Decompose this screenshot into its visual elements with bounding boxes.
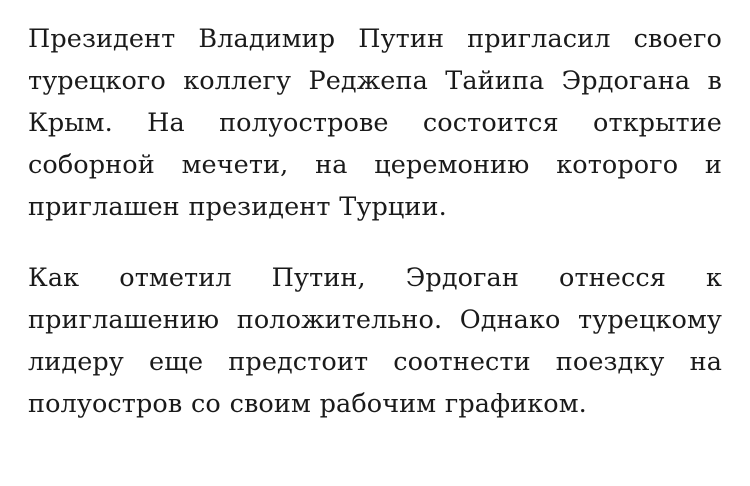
paragraph-1: Президент Владимир Путин пригласил своего турецкого коллегу Реджепа Тайипа Эрдогана в Крым. На полуострове состоится открытие соборной мечети, на церемонию которого и приглашен президент Турции.	[28, 24, 722, 222]
paragraph-2: Как отметил Путин, Эрдоган отнесся к приглашению положительно. Однако турецкому лидеру еще предстоит соотнести поездку на полуостров со своим рабочим графиком.	[28, 263, 722, 419]
